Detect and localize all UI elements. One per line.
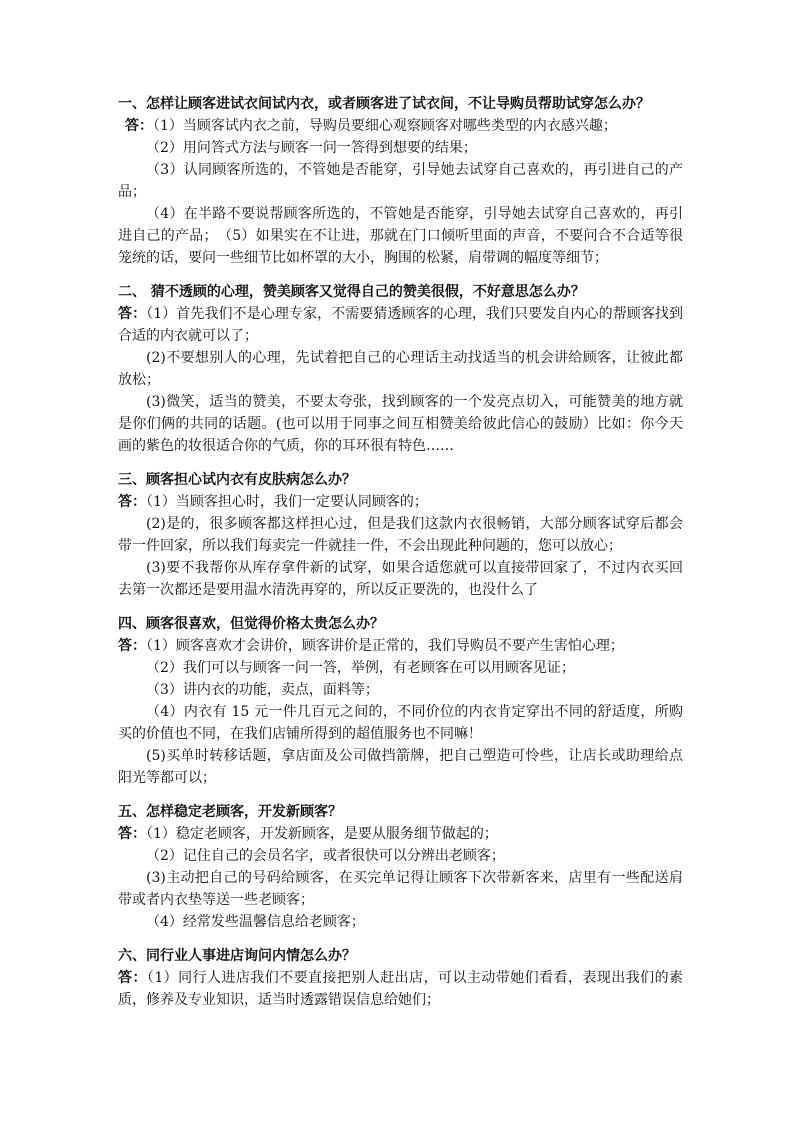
answer-text: （1）稳定老顾客，开发新顾客，是要从服务细节做起的； — [146, 826, 498, 842]
answer-text: （1）同行人进店我们不要直接把别人赶出店，可以主动带她们看看，表现出我们的素质，修养及专业知识，适当时透露错误信息给她们； — [118, 970, 684, 1008]
answer-paragraph: （2）我们可以与顾客一问一答，举例，有老顾客在可以用顾客见证； — [146, 660, 575, 676]
document-content — [118, 93, 683, 1023]
section-heading: 四、顾客很喜欢，但觉得价格太贵怎么办？ — [118, 616, 384, 632]
answer-paragraph: （4）内衣有 15 元一件几百元之间的，不同价位的内衣肯定穿出不同的舒适度，所购买的价值也不同，在我们店铺所得到的超值服务也不同嘛！ — [118, 704, 683, 742]
answer-paragraph: （2）用问答式方法与顾客一问一答得到想要的结果； — [146, 140, 477, 156]
answer-label: 答： — [118, 826, 146, 842]
answer-paragraph: (5)买单时转移话题，拿店面及公司做挡箭牌，把自己塑造可怜些，让店长或助理给点阳光等都可以； — [118, 748, 683, 786]
answer-first-line — [118, 115, 683, 137]
section-5 — [118, 801, 683, 933]
section-3 — [118, 469, 683, 601]
answer-text: （1）当顾客试内衣之前，导购员要细心观察顾客对哪些类型的内衣感兴趣； — [153, 118, 617, 134]
answer-label: 答： — [118, 970, 147, 986]
answer-paragraph: (3)要不我帮你从库存拿件新的试穿，如果合适您就可以直接带回家了，不过内衣买回去第一次都还是要用温水清洗再穿的，所以反正要洗的，也没什么了 — [118, 560, 683, 598]
answer-first-line — [118, 823, 683, 845]
answer-paragraph: (2)不要想别人的心理，先试着把自己的心理话主动找适当的机会讲给顾客，让彼此都放松； — [118, 350, 683, 388]
answer-label: 答： — [125, 118, 153, 134]
answer-first-line — [118, 635, 683, 657]
answer-first-line — [118, 303, 683, 347]
answer-paragraph: （4）经常发些温馨信息给老顾客； — [146, 914, 365, 930]
section-2 — [118, 281, 683, 457]
answer-text: （1）首先我们不是心理专家，不需要猜透顾客的心理，我们只要发自内心的帮顾客找到合适的内衣就可以了； — [118, 306, 684, 344]
section-4 — [118, 613, 683, 789]
section-6 — [118, 945, 683, 1011]
section-heading: 五、怎样稳定老顾客，开发新顾客？ — [118, 804, 342, 820]
answer-text: （1）顾客喜欢才会讲价，顾客讲价是正常的，我们导购员不要产生害怕心理； — [146, 638, 624, 654]
answer-paragraph: （2）记住自己的会员名字，或者很快可以分辨出老顾客； — [146, 848, 505, 864]
answer-label: 答： — [118, 494, 146, 510]
answer-text: （1）当顾客担心时，我们一定要认同顾客的； — [146, 494, 428, 510]
answer-label: 答： — [118, 306, 147, 322]
section-heading: 六、同行业人事进店询问内情怎么办？ — [118, 948, 356, 964]
section-heading: 三、顾客担心试内衣有皮肤病怎么办？ — [118, 472, 356, 488]
section-heading: 二、 猜不透顾的心理，赞美顾客又觉得自己的赞美很假，不好意思怎么办？ — [118, 284, 585, 300]
answer-paragraph: (3)微笑，适当的赞美，不要太夸张，找到顾客的一个发亮点切入，可能赞美的地方就是你们俩的共同的话题。(也可以用于同事之间互相赞美给彼此信心的鼓励）比如：你今天画的紫色的妆很适合你的气质，你的耳环很有特色…… — [118, 394, 683, 454]
answer-paragraph: （3）讲内衣的功能，卖点，面料等； — [146, 682, 379, 698]
section-heading: 一、怎样让顾客进试衣间试内衣，或者顾客进了试衣间，不让导购员帮助试穿怎么办？ — [118, 96, 650, 112]
answer-first-line — [118, 491, 683, 513]
section-1 — [118, 93, 683, 269]
answer-paragraph: （3）认同顾客所选的，不管她是否能穿，引导她去试穿自己喜欢的，再引进自己的产品； — [118, 162, 683, 200]
answer-paragraph: (3)主动把自己的号码给顾客，在买完单记得让顾客下次带新客来，店里有一些配送肩带或者内衣垫等送一些老顾客； — [118, 870, 683, 908]
answer-paragraph: （4）在半路不要说帮顾客所选的，不管她是否能穿，引导她去试穿自己喜欢的，再引进自己的产品； （5）如果实在不让进，那就在门口倾听里面的声音，不要问合不合适等很笼统的话，要问一些细节比如杯罩的大小，胸围的松紧，肩带调的幅度等细节； — [118, 206, 683, 266]
answer-first-line — [118, 967, 683, 1011]
answer-label: 答： — [118, 638, 146, 654]
answer-paragraph: (2)是的，很多顾客都这样担心过，但是我们这款内衣很畅销，大部分顾客试穿后都会带一件回家，所以我们每卖完一件就挂一件，不会出现此种问题的，您可以放心； — [118, 516, 683, 554]
